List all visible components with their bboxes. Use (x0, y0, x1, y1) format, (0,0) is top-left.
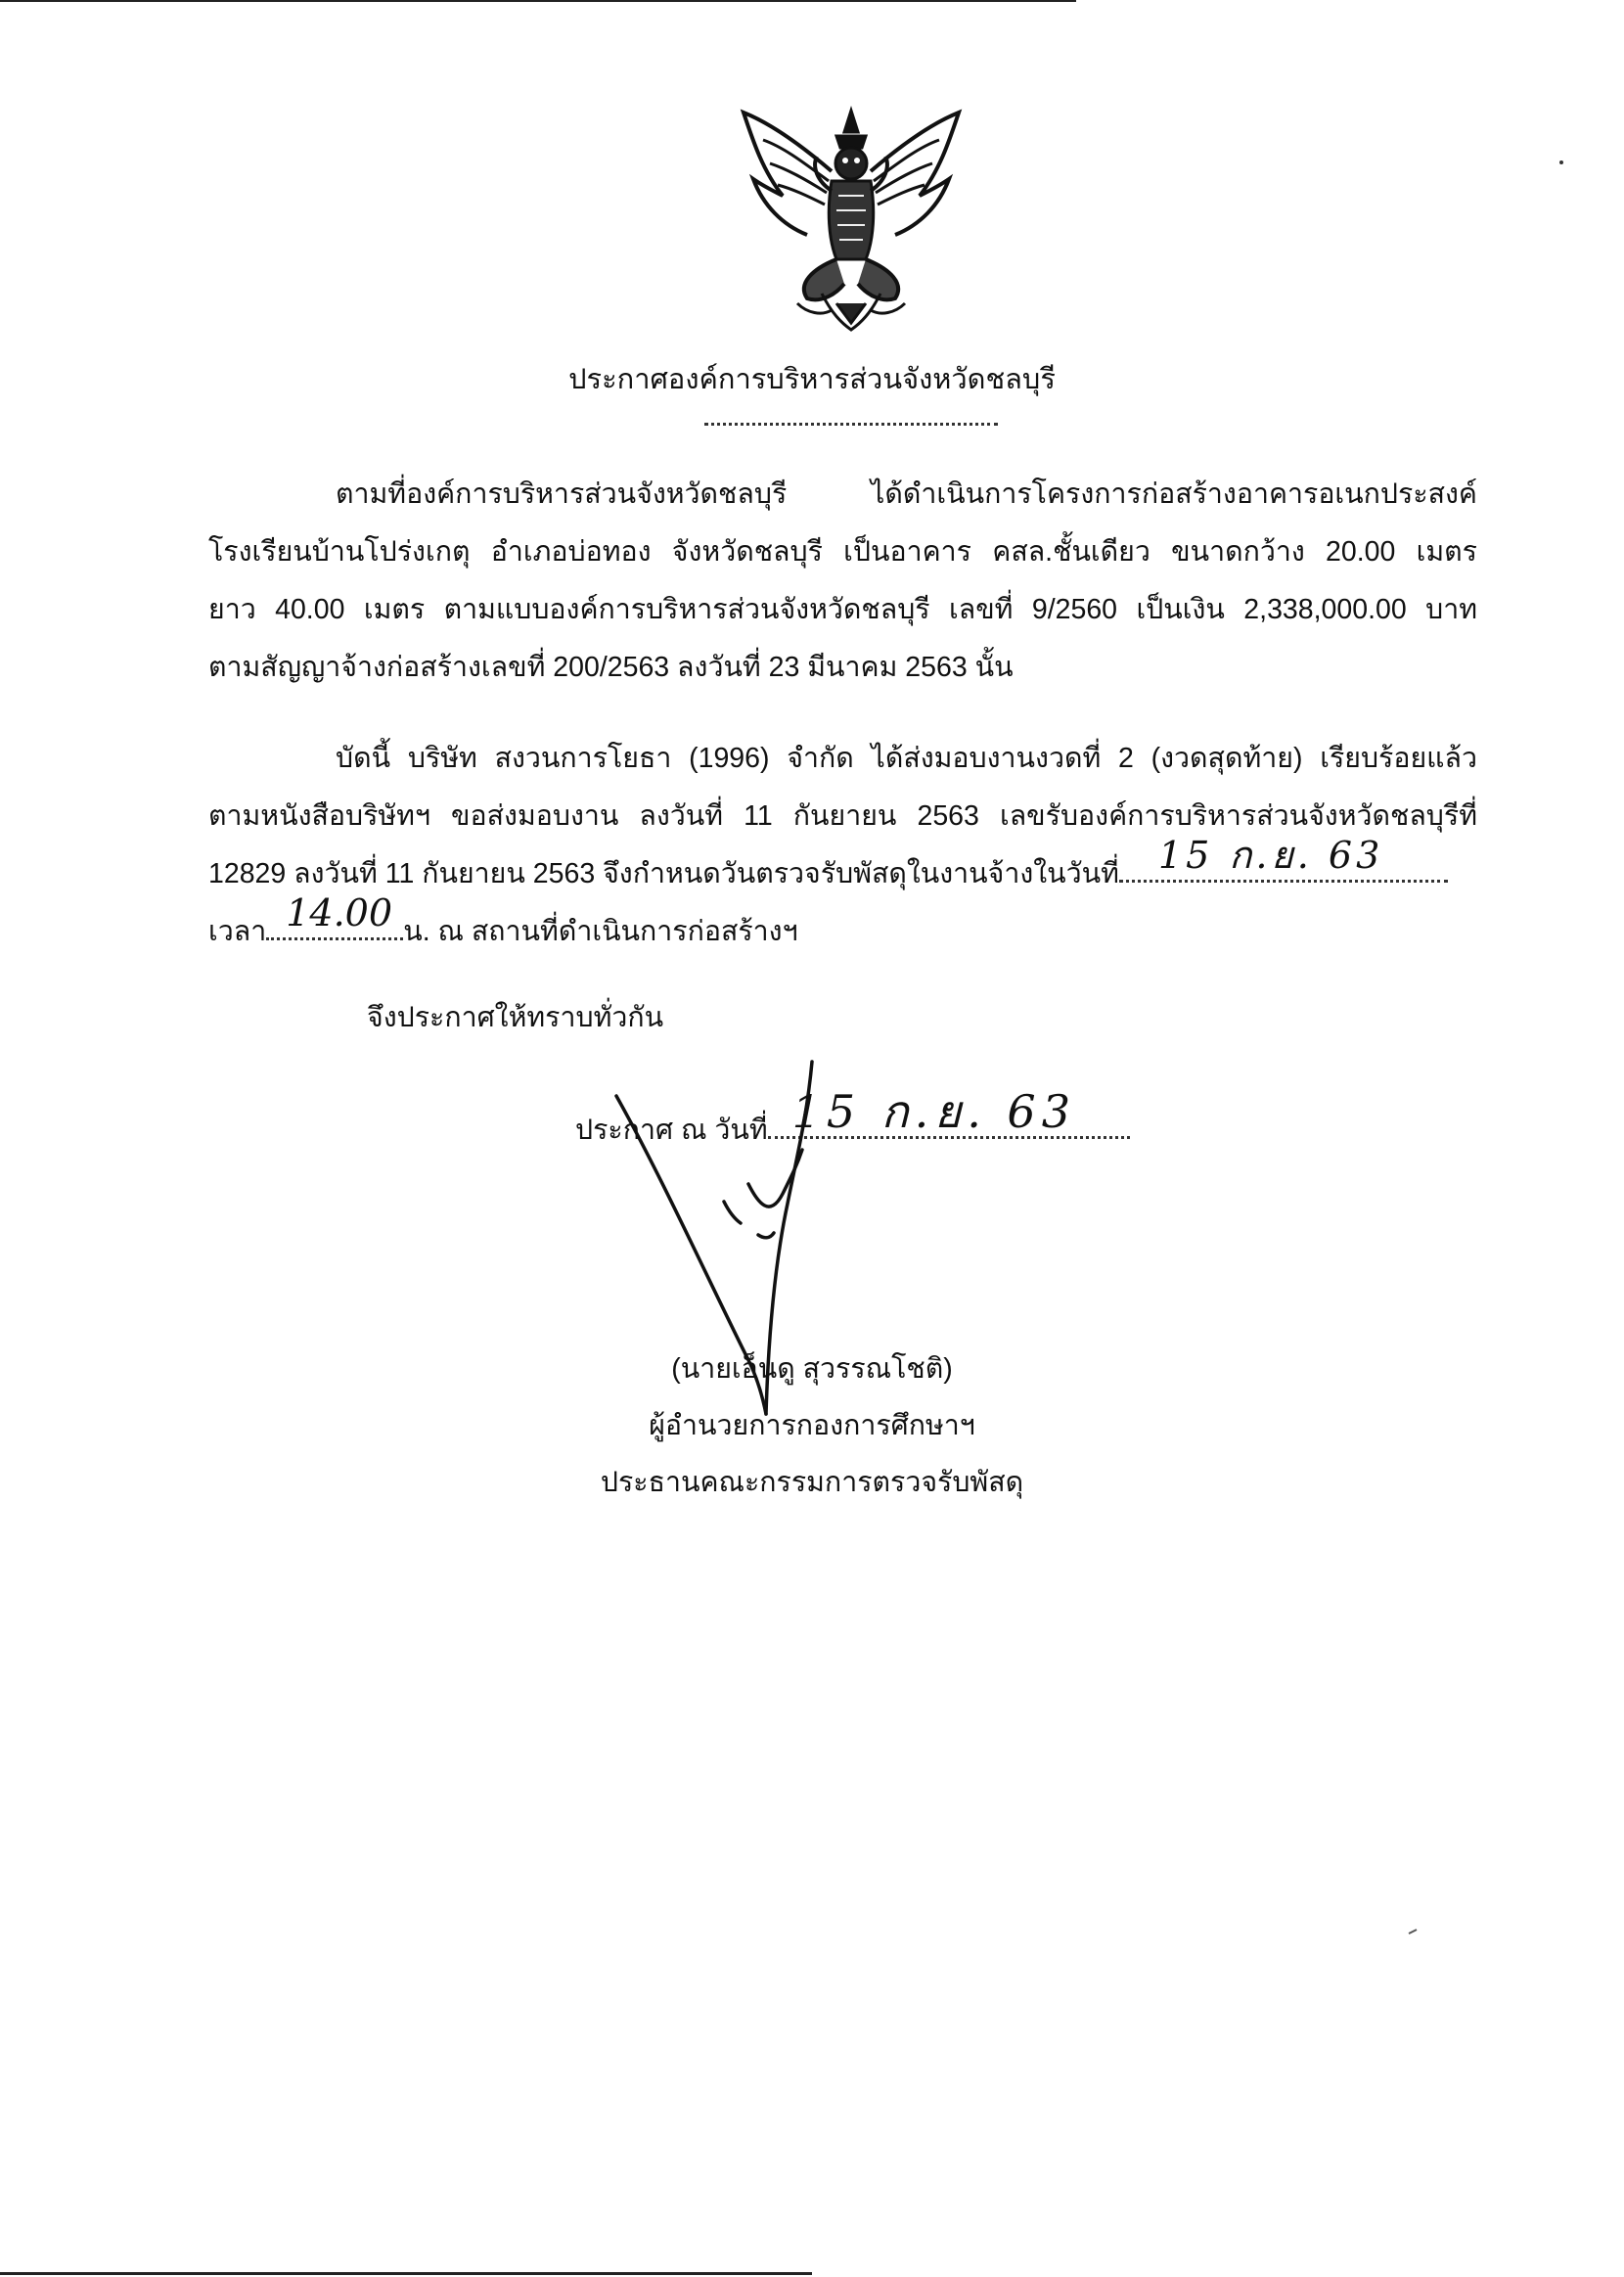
handwritten-inspection-date: 15 ก.ย. 63 (1157, 834, 1384, 877)
paragraph-project-details (208, 466, 1477, 697)
inspection-date-fill-line (1119, 834, 1448, 883)
document-title: ประกาศองค์การบริหารส่วนจังหวัดชลบุรี (568, 364, 1056, 395)
paragraph-line: ยาว 40.00 เมตร ตามแบบองค์การบริหารส่วนจังหวัดชลบุรี เลขที่ 9/2560 เป็นเงิน 2,338,000.00 บาท (208, 594, 1477, 625)
paragraph-line: โรงเรียนบ้านโปร่งเกตุ อำเภอบ่อทอง จังหวัดชลบุรี เป็นอาคาร คสล.ชั้นเดียว ขนาดกว้าง 20.00 เมตร (208, 536, 1477, 568)
paragraph-line: ตามหนังสือบริษัทฯ ขอส่งมอบงาน ลงวันที่ 11 กันยายน 2563 เลขรับองค์การบริหารส่วนจังหวัดชลบุรีที่ (208, 800, 1477, 832)
signatory-position: ผู้อำนวยการกองการศึกษาฯ (649, 1410, 975, 1441)
inspection-date-label: 12829 ลงวันที่ 11 กันยายน 2563 จึงกำหนดวันตรวจรับพัสดุในงานจ้างในวันที่ (208, 858, 1119, 889)
handwritten-inspection-time: 14.00 (286, 891, 393, 934)
time-label: เวลา (208, 916, 267, 947)
signatory-name: (นายเอ็นดู สุวรรณโชติ) (671, 1353, 953, 1385)
paragraph-delivery (208, 730, 1477, 961)
scan-speck (1556, 157, 1567, 168)
paragraph-line-inspection-time (208, 891, 1477, 961)
scan-edge-bottom (0, 2272, 812, 2275)
paragraph-line-inspection-date (208, 834, 1477, 903)
location-text: น. ณ สถานที่ดำเนินการก่อสร้างฯ (403, 916, 798, 947)
inspection-time-fill-line (266, 891, 403, 940)
closing-statement: จึงประกาศให้ทราบทั่วกัน (367, 1002, 664, 1033)
signatory-role: ประธานคณะกรรมการตรวจรับพัสดุ (600, 1467, 1024, 1498)
signature-block (548, 1341, 1076, 1511)
garuda-emblem-icon (739, 103, 964, 338)
announce-date-label: ประกาศ ณ วันที่ (575, 1115, 768, 1146)
paragraph-line: บัดนี้ บริษัท สงวนการโยธา (1996) จำกัด ได้ส่งมอบงานงวดที่ 2 (งวดสุดท้าย) เรียบร้อยแล้ว (336, 743, 1477, 774)
scan-edge-top (0, 0, 1076, 2)
paragraph-line: ตามที่องค์การบริหารส่วนจังหวัดชลบุรี ได้ดำเนินการโครงการก่อสร้างอาคารอเนกประสงค์ (336, 478, 1477, 510)
title-dotted-rule (704, 423, 998, 426)
paragraph-line: ตามสัญญาจ้างก่อสร้างเลขที่ 200/2563 ลงวันที่ 23 มีนาคม 2563 นั้น (208, 652, 1014, 683)
scan-speck (1407, 1926, 1419, 1937)
handwritten-announce-date: 15 ก.ย. 63 (791, 1085, 1076, 1138)
